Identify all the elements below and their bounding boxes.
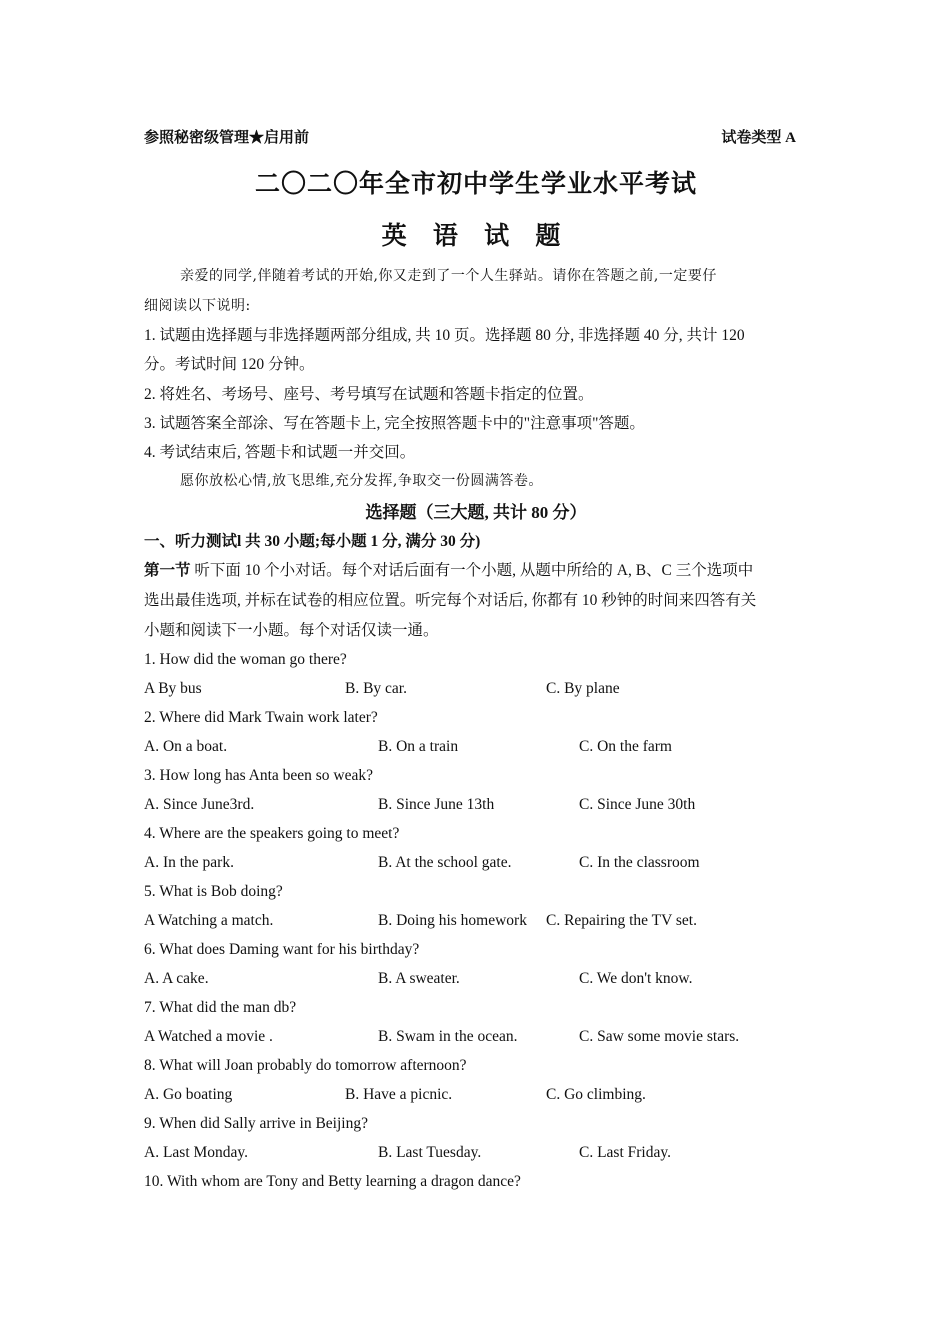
option-a: A. Since June3rd. — [144, 796, 255, 813]
question-9-options — [144, 1138, 808, 1167]
option-c: C. In the classroom — [579, 854, 700, 871]
option-a: A. Go boating — [144, 1086, 233, 1103]
option-b: B. Have a picnic. — [345, 1086, 453, 1103]
question-9: 9. When did Sally arrive in Beijing? — [144, 1115, 368, 1132]
rule-2: 2. 将姓名、考场号、座号、考号填写在试题和答题卡指定的位置。 — [144, 386, 594, 403]
option-a: A. In the park. — [144, 854, 234, 871]
confidentiality-label: 参照秘密级管理★启用前 — [144, 130, 310, 146]
question-7-options — [144, 1022, 808, 1051]
option-b: B. Since June 13th — [378, 796, 495, 813]
header-row — [144, 126, 796, 148]
intro-greeting-line2: 细阅读以下说明: — [144, 298, 251, 314]
rule-3: 3. 试题答案全部涂、写在答题卡上, 完全按照答题卡中的"注意事项"答题。 — [144, 415, 645, 432]
question-2: 2. Where did Mark Twain work later? — [144, 709, 378, 726]
option-c: C. On the farm — [579, 738, 672, 755]
question-5-options — [144, 906, 808, 935]
option-b: B. By car. — [345, 680, 407, 697]
part1-instructions-line2: 选出最佳选项, 并标在试卷的相应位置。听完每个对话后, 你都有 10 秒钟的时间来四答有关 — [144, 592, 757, 609]
option-b: B. Swam in the ocean. — [378, 1028, 518, 1045]
question-8-options — [144, 1080, 808, 1109]
intro-wish: 愿你放松心情,放飞思维,充分发挥,争取交一份圆满答卷。 — [180, 473, 543, 489]
part1-heading: 一、听力测试l 共 30 小题;每小题 1 分, 满分 30 分) — [144, 533, 481, 550]
rule-1-line1: 1. 试题由选择题与非选择题两部分组成, 共 10 页。选择题 80 分, 非选择题 40 分, 共计 120 — [144, 327, 745, 344]
part1-instructions-text: 听下面 10 个小对话。每个对话后面有一个小题, 从题中所给的 A, B、C 三个选项中 — [190, 562, 754, 579]
question-3: 3. How long has Anta been so weak? — [144, 767, 374, 784]
question-4: 4. Where are the speakers going to meet? — [144, 825, 400, 842]
option-c: C. Last Friday. — [579, 1144, 671, 1161]
option-a: A. Last Monday. — [144, 1144, 249, 1161]
option-b: B. On a train — [378, 738, 459, 755]
question-6-options — [144, 964, 808, 993]
question-6: 6. What does Daming want for his birthday? — [144, 941, 420, 958]
option-b: B. Last Tuesday. — [378, 1144, 482, 1161]
option-a: A By bus — [144, 680, 202, 697]
option-c: C. Go climbing. — [546, 1086, 646, 1103]
option-a: A. A cake. — [144, 970, 209, 987]
question-5: 5. What is Bob doing? — [144, 883, 283, 900]
question-7: 7. What did the man db? — [144, 999, 297, 1016]
option-c: C. We don't know. — [579, 970, 693, 987]
option-b: B. Doing his homework — [378, 912, 527, 929]
intro-greeting-line1: 亲爱的同学,伴随着考试的开始,你又走到了一个人生驿站。请你在答题之前,一定要仔 — [180, 268, 717, 284]
question-1-options — [144, 674, 808, 703]
exam-subtitle: 英 语 试 题 — [381, 223, 571, 250]
rule-4: 4. 考试结束后, 答题卡和试题一并交回。 — [144, 444, 416, 461]
option-a: A Watched a movie . — [144, 1028, 273, 1045]
paper-type-label: 试卷类型 A — [721, 130, 796, 146]
option-c: C. Since June 30th — [579, 796, 696, 813]
part1-instructions-line3: 小题和阅读下一小题。每个对话仅读一通。 — [144, 622, 439, 639]
question-4-options — [144, 848, 808, 877]
option-a: A. On a boat. — [144, 738, 228, 755]
question-2-options — [144, 732, 808, 761]
option-b: B. At the school gate. — [378, 854, 512, 871]
part1-instructions-line1 — [144, 556, 808, 585]
rule-1-line2: 分。考试时间 120 分钟。 — [144, 356, 315, 373]
section-heading: 选择题（三大题, 共计 80 分） — [365, 503, 587, 522]
question-1: 1. How did the woman go there? — [144, 651, 347, 668]
option-c: C. Saw some movie stars. — [579, 1028, 740, 1045]
option-c: C. Repairing the TV set. — [546, 912, 697, 929]
option-a: A Watching a match. — [144, 912, 274, 929]
exam-title: 二〇二〇年全市初中学生学业水平考试 — [254, 171, 697, 198]
part1-section-label: 第一节 — [144, 562, 191, 579]
question-8: 8. What will Joan probably do tomorrow afternoon? — [144, 1057, 467, 1074]
question-10: 10. With whom are Tony and Betty learning a dragon dance? — [144, 1173, 521, 1190]
question-3-options — [144, 790, 808, 819]
option-c: C. By plane — [546, 680, 620, 697]
option-b: B. A sweater. — [378, 970, 460, 987]
